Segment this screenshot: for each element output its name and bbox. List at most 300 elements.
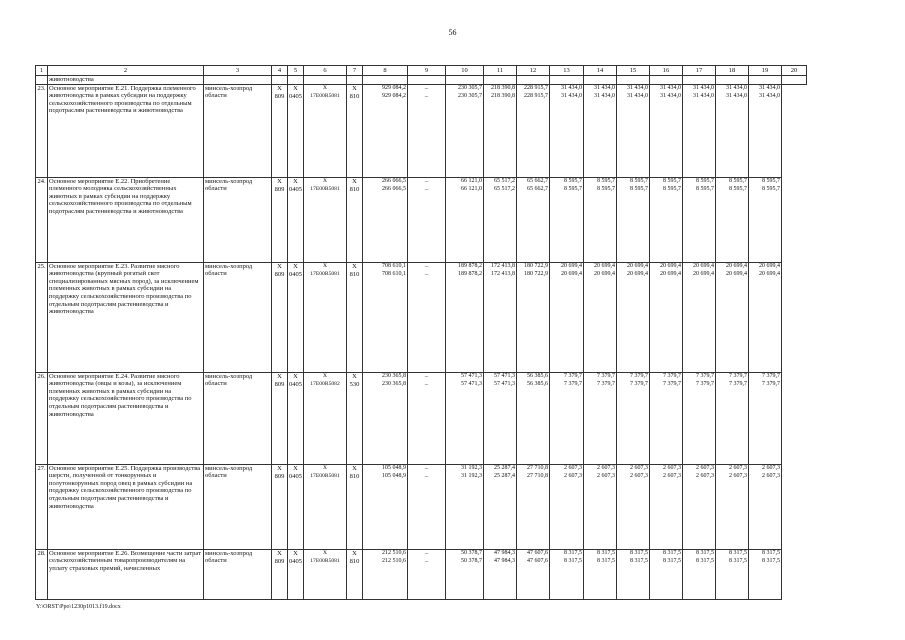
value-line-1: X	[322, 177, 328, 184]
column-number: 13	[550, 66, 584, 76]
column-number: 8	[363, 66, 408, 76]
value-cell	[484, 549, 517, 599]
value-line-2: 20 699,4	[693, 270, 714, 277]
value-cell	[408, 372, 446, 464]
column-number: 5	[288, 66, 304, 76]
value-cell	[363, 262, 408, 372]
value-line-2: –	[424, 185, 429, 193]
value-cell	[288, 372, 304, 464]
value-cell	[617, 177, 650, 262]
value-cell	[550, 464, 584, 549]
value-line-2: 809	[274, 472, 285, 480]
value-line-2: 7 379,7	[729, 380, 747, 387]
value-cell	[363, 372, 408, 464]
value-cell	[363, 549, 408, 599]
value-line-2: 8 595,7	[597, 185, 615, 192]
value-line-2: 2 607,3	[630, 472, 648, 479]
value-line-2: 0405	[289, 472, 302, 480]
value-cell	[288, 464, 304, 549]
value-line-2: 0405	[289, 270, 302, 278]
value-line-2: 809	[274, 557, 285, 565]
row-number: 26.	[36, 372, 48, 464]
value-cell	[517, 177, 550, 262]
value-line-1: 31 434,0	[561, 84, 582, 91]
value-cell	[408, 464, 446, 549]
value-cell	[484, 464, 517, 549]
value-line-1: 708 610,1	[382, 262, 406, 269]
value-line-2: 2 607,3	[663, 472, 681, 479]
value-line-1: X	[352, 549, 357, 557]
value-cell	[716, 549, 749, 599]
column-number: 14	[584, 66, 617, 76]
value-cell	[683, 464, 716, 549]
value-cell	[617, 262, 650, 372]
column-number: 20	[782, 66, 807, 76]
value-cell	[347, 464, 363, 549]
value-line-2: 7 379,7	[663, 380, 681, 387]
value-cell	[650, 464, 683, 549]
executor: минсель-хозпрод области	[204, 372, 272, 464]
value-cell	[517, 549, 550, 599]
executor: минсель-хозпрод области	[204, 84, 272, 177]
value-line-1: X	[277, 262, 282, 270]
value-line-2: 8 595,7	[663, 185, 681, 192]
value-line-1: 7 379,7	[564, 372, 582, 379]
value-line-1: X	[293, 549, 298, 557]
value-line-1: 31 434,0	[627, 84, 648, 91]
value-line-2: 20 699,4	[660, 270, 681, 277]
value-line-1: –	[424, 549, 429, 557]
value-cell	[347, 549, 363, 599]
value-cell	[683, 84, 716, 177]
value-line-2: 8 317,5	[663, 557, 681, 564]
value-line-1: X	[277, 84, 282, 92]
value-line-2: 708 610,1	[382, 270, 406, 277]
value-cell	[446, 372, 484, 464]
value-line-1: 2 607,3	[729, 464, 747, 471]
value-line-1: 66 121,0	[461, 177, 482, 184]
value-cell	[716, 262, 749, 372]
value-line-1: 8 317,5	[762, 549, 780, 556]
value-line-1: –	[424, 262, 429, 270]
value-line-1: 20 699,4	[759, 262, 780, 269]
value-cell	[617, 84, 650, 177]
value-cell	[272, 262, 288, 372]
value-cell	[584, 177, 617, 262]
value-cell	[617, 549, 650, 599]
table-row	[36, 549, 807, 599]
table-body	[36, 76, 807, 600]
value-line-2: 56 385,6	[527, 380, 548, 387]
value-line-1: –	[424, 372, 429, 380]
row-number: 25.	[36, 262, 48, 372]
value-line-2: 228 915,7	[524, 92, 548, 99]
table-row	[36, 84, 807, 177]
value-line-2: 0405	[289, 92, 302, 100]
value-cell	[716, 372, 749, 464]
value-line-2: 7 379,7	[597, 380, 615, 387]
measure-description: Основное мероприятие Е.23. Развитие мясного животноводства (крупный рогатый скот специализированных мясных пород), за исключением племенных животных в рамках субсидии на поддержку сельскохозяйственного производства по отдельным подотраслям растениеводства и животноводства	[48, 262, 204, 372]
value-cell	[446, 177, 484, 262]
value-line-1: 218 390,8	[491, 84, 515, 91]
value-cell	[584, 84, 617, 177]
value-line-1: 20 699,4	[561, 262, 582, 269]
value-line-1: X	[352, 464, 357, 472]
value-cell	[716, 177, 749, 262]
value-line-1: –	[424, 464, 429, 472]
measure-description: Основное мероприятие Е.24. Развитие мясного животноводства (овцы и козы), за исключением племенных животных в рамках субсидии на поддержку сельскохозяйственного производства по отдельным подотраслям растениеводства и животноводства	[48, 372, 204, 464]
value-line-2: 27 710,8	[527, 472, 548, 479]
value-cell	[304, 549, 347, 599]
value-line-2: 8 317,5	[597, 557, 615, 564]
value-cell	[347, 84, 363, 177]
value-cell	[304, 464, 347, 549]
value-line-2: 530	[349, 380, 360, 388]
value-line-2: –	[424, 92, 429, 100]
value-line-1: 65 662,7	[527, 177, 548, 184]
value-cell	[363, 464, 408, 549]
value-cell	[408, 549, 446, 599]
value-line-1: 20 699,4	[693, 262, 714, 269]
value-cell	[446, 84, 484, 177]
value-line-2: 189 878,2	[458, 270, 482, 277]
header-row	[36, 66, 807, 76]
value-cell	[288, 549, 304, 599]
value-cell	[550, 262, 584, 372]
value-line-2: 31 434,0	[693, 92, 714, 99]
value-cell	[272, 464, 288, 549]
column-number: 4	[272, 66, 288, 76]
value-line-2: 230 305,7	[458, 92, 482, 99]
value-cell	[683, 262, 716, 372]
value-line-1: X	[293, 177, 298, 185]
value-cell	[550, 177, 584, 262]
value-line-2: 2 607,3	[564, 472, 582, 479]
value-line-1: 7 379,7	[597, 372, 615, 379]
value-cell	[650, 372, 683, 464]
value-cell	[363, 84, 408, 177]
value-line-1: 31 434,0	[660, 84, 681, 91]
column-number: 15	[617, 66, 650, 76]
measure-description: Основное мероприятие Е.21. Поддержка племенного животноводства в рамках субсидии на поддержку сельскохозяйственного производства по отдельным подотраслям растениеводства и животноводства	[48, 84, 204, 177]
value-cell	[408, 262, 446, 372]
value-line-1: 8 595,7	[630, 177, 648, 184]
value-line-1: –	[424, 84, 429, 92]
value-line-1: 929 084,2	[382, 84, 406, 91]
value-line-2: 809	[274, 92, 285, 100]
executor: минсель-хозпрод области	[204, 549, 272, 599]
value-cell	[650, 549, 683, 599]
value-line-2: 810	[349, 92, 360, 100]
value-line-2: 17Е00R5081	[310, 92, 340, 99]
value-cell	[304, 84, 347, 177]
value-line-2: 2 607,3	[729, 472, 747, 479]
value-line-2: 105 048,9	[382, 472, 406, 479]
measure-description: Основное мероприятие Е.26. Возмещение части затрат сельскохозяйственным товаропроизводителям на уплату страховых премий, начисленных	[48, 549, 204, 599]
value-cell	[363, 177, 408, 262]
value-line-2: 810	[349, 270, 360, 278]
value-cell	[650, 177, 683, 262]
row-number: 27.	[36, 464, 48, 549]
value-line-1: X	[293, 372, 298, 380]
value-cell	[446, 549, 484, 599]
value-line-2: 180 722,9	[524, 270, 548, 277]
value-cell	[584, 372, 617, 464]
value-cell	[272, 549, 288, 599]
value-line-2: 47 607,6	[527, 557, 548, 564]
measure-description: Основное мероприятие Е.25. Поддержка производства шерсти, полученной от тонкорунных и полутонкорунных пород овец в рамках субсидии на поддержку сельскохозяйственного производства по отдельным подотраслям растениеводства и животноводства	[48, 464, 204, 549]
value-line-1: 8 595,7	[597, 177, 615, 184]
value-line-1: 230 305,7	[458, 84, 482, 91]
value-line-1: 7 379,7	[630, 372, 648, 379]
value-line-1: 180 722,9	[524, 262, 548, 269]
value-line-1: 2 607,3	[564, 464, 582, 471]
value-line-1: 8 317,5	[663, 549, 681, 556]
value-line-2: 17Е00R5081	[310, 472, 340, 479]
continuation-text: животноводства	[48, 76, 204, 85]
column-number: 17	[683, 66, 716, 76]
value-line-2: 172 413,8	[491, 270, 515, 277]
value-line-1: X	[293, 464, 298, 472]
value-cell	[446, 464, 484, 549]
value-line-1: 8 317,5	[729, 549, 747, 556]
value-line-2: 2 607,3	[597, 472, 615, 479]
value-cell	[550, 84, 584, 177]
value-line-2: 66 121,0	[461, 185, 482, 192]
value-line-1: 20 699,4	[726, 262, 747, 269]
value-line-1: 57 471,3	[494, 372, 515, 379]
value-line-1: 7 379,7	[762, 372, 780, 379]
column-number: 11	[484, 66, 517, 76]
value-line-2: 57 471,3	[494, 380, 515, 387]
column-number: 18	[716, 66, 749, 76]
value-cell	[347, 177, 363, 262]
value-line-1: 212 510,6	[382, 549, 406, 556]
value-cell	[347, 372, 363, 464]
value-line-2: 31 192,3	[461, 472, 482, 479]
value-cell	[304, 177, 347, 262]
value-line-1: 8 595,7	[729, 177, 747, 184]
value-cell	[716, 84, 749, 177]
value-line-2: 7 379,7	[696, 380, 714, 387]
budget-table	[35, 65, 807, 600]
column-number: 12	[517, 66, 550, 76]
value-cell	[272, 372, 288, 464]
row-number: 23.	[36, 84, 48, 177]
value-line-1: X	[322, 549, 328, 556]
value-line-1: 20 699,4	[660, 262, 681, 269]
value-cell	[584, 549, 617, 599]
value-cell	[716, 464, 749, 549]
value-line-1: 230 365,8	[382, 372, 406, 379]
executor: минсель-хозпрод области	[204, 464, 272, 549]
value-line-2: 212 510,6	[382, 557, 406, 564]
value-line-1: X	[322, 372, 328, 379]
value-line-1: 31 192,3	[461, 464, 482, 471]
value-cell	[749, 372, 782, 464]
value-cell	[550, 549, 584, 599]
value-line-2: 8 317,5	[762, 557, 780, 564]
continuation-row	[36, 76, 807, 85]
value-line-2: 230 365,8	[382, 380, 406, 387]
value-cell	[749, 549, 782, 599]
value-line-1: 25 287,4	[494, 464, 515, 471]
value-line-1: X	[277, 464, 282, 472]
value-line-2: 8 595,7	[729, 185, 747, 192]
footer-file-path: Y:\ORST\Ppo\1230p1013.f19.docx	[36, 604, 121, 610]
value-line-1: X	[352, 372, 357, 380]
value-cell	[517, 84, 550, 177]
value-line-2: –	[424, 472, 429, 480]
value-line-1: 2 607,3	[696, 464, 714, 471]
measure-description: Основное мероприятие Е.22. Приобретение племенного молодняка сельскохозяйственных животных в рамках субсидии на поддержку сельскохозяйственного производства по отдельным подотраслям растениеводства и животноводства	[48, 177, 204, 262]
value-cell	[617, 464, 650, 549]
value-cell	[617, 372, 650, 464]
value-line-1: 105 048,9	[382, 464, 406, 471]
column-number: 1	[36, 66, 48, 76]
value-line-1: 2 607,3	[762, 464, 780, 471]
value-line-1: 27 710,8	[527, 464, 548, 471]
value-line-2: 2 607,3	[696, 472, 714, 479]
value-line-2: 50 378,7	[461, 557, 482, 564]
value-line-2: 17Е00R5081	[310, 270, 340, 277]
value-line-1: –	[424, 177, 429, 185]
value-line-1: X	[277, 549, 282, 557]
value-line-2: 0405	[289, 185, 302, 193]
value-cell	[288, 84, 304, 177]
column-number: 19	[749, 66, 782, 76]
executor: минсель-хозпрод области	[204, 262, 272, 372]
value-cell	[304, 262, 347, 372]
value-cell	[272, 84, 288, 177]
value-line-2: 8 595,7	[564, 185, 582, 192]
value-line-1: X	[277, 177, 282, 185]
value-line-1: 8 595,7	[663, 177, 681, 184]
table-row	[36, 177, 807, 262]
value-line-1: 31 434,0	[726, 84, 747, 91]
value-line-1: 228 915,7	[524, 84, 548, 91]
value-line-2: 0405	[289, 380, 302, 388]
value-line-2: 65 517,2	[494, 185, 515, 192]
value-line-1: 20 699,4	[594, 262, 615, 269]
value-line-1: 8 595,7	[762, 177, 780, 184]
value-line-2: 31 434,0	[759, 92, 780, 99]
value-line-1: 47 984,3	[494, 549, 515, 556]
value-line-1: 8 317,5	[630, 549, 648, 556]
row-number: 28.	[36, 549, 48, 599]
value-line-2: 20 699,4	[726, 270, 747, 277]
value-cell	[650, 84, 683, 177]
value-line-1: X	[352, 84, 357, 92]
value-cell	[304, 372, 347, 464]
value-line-1: 7 379,7	[663, 372, 681, 379]
value-line-1: X	[322, 464, 328, 471]
value-line-2: 810	[349, 185, 360, 193]
column-number: 2	[48, 66, 204, 76]
value-line-2: 810	[349, 472, 360, 480]
value-line-1: 65 517,2	[494, 177, 515, 184]
value-line-2: 809	[274, 185, 285, 193]
value-line-1: 8 595,7	[564, 177, 582, 184]
value-line-2: 8 595,7	[630, 185, 648, 192]
value-line-2: 31 434,0	[726, 92, 747, 99]
value-line-1: 2 607,3	[663, 464, 681, 471]
column-number: 10	[446, 66, 484, 76]
value-line-1: 31 434,0	[759, 84, 780, 91]
value-line-2: 8 595,7	[762, 185, 780, 192]
value-cell	[749, 84, 782, 177]
value-line-2: 809	[274, 270, 285, 278]
value-line-2: 17Е00R5082	[310, 380, 340, 387]
value-line-1: 8 317,5	[597, 549, 615, 556]
value-line-2: 218 390,8	[491, 92, 515, 99]
value-line-2: 57 471,3	[461, 380, 482, 387]
value-cell	[683, 372, 716, 464]
value-line-2: –	[424, 380, 429, 388]
value-cell	[550, 372, 584, 464]
value-line-1: X	[322, 262, 328, 269]
value-line-1: 2 607,3	[597, 464, 615, 471]
value-cell	[650, 262, 683, 372]
value-line-2: 7 379,7	[564, 380, 582, 387]
value-cell	[749, 464, 782, 549]
value-cell	[272, 177, 288, 262]
value-line-1: 8 317,5	[564, 549, 582, 556]
value-line-2: 65 662,7	[527, 185, 548, 192]
value-cell	[288, 177, 304, 262]
value-line-1: 56 385,6	[527, 372, 548, 379]
value-cell	[683, 177, 716, 262]
value-cell	[749, 262, 782, 372]
value-line-1: 20 699,4	[627, 262, 648, 269]
value-line-1: 31 434,0	[693, 84, 714, 91]
value-line-2: 17Е00R5081	[310, 185, 340, 192]
value-line-2: –	[424, 270, 429, 278]
table-header	[36, 66, 807, 76]
value-cell	[584, 262, 617, 372]
value-line-1: X	[322, 84, 328, 91]
value-cell	[517, 372, 550, 464]
value-line-1: 2 607,3	[630, 464, 648, 471]
value-cell	[347, 262, 363, 372]
value-line-2: 8 317,5	[729, 557, 747, 564]
table-row	[36, 262, 807, 372]
value-line-2: 2 607,3	[762, 472, 780, 479]
value-line-1: 47 607,6	[527, 549, 548, 556]
value-line-2: 266 066,5	[382, 185, 406, 192]
value-cell	[683, 549, 716, 599]
value-line-2: 31 434,0	[594, 92, 615, 99]
value-line-2: 7 379,7	[630, 380, 648, 387]
value-cell	[749, 177, 782, 262]
value-cell	[446, 262, 484, 372]
value-line-2: 8 317,5	[696, 557, 714, 564]
column-number: 7	[347, 66, 363, 76]
value-line-1: X	[352, 177, 357, 185]
value-cell	[584, 464, 617, 549]
value-cell	[484, 262, 517, 372]
value-line-2: 8 317,5	[630, 557, 648, 564]
value-line-2: 20 699,4	[561, 270, 582, 277]
value-line-1: 31 434,0	[594, 84, 615, 91]
value-line-1: 7 379,7	[696, 372, 714, 379]
value-line-1: 50 378,7	[461, 549, 482, 556]
value-line-2: 31 434,0	[561, 92, 582, 99]
value-line-1: X	[293, 262, 298, 270]
value-line-2: 8 595,7	[696, 185, 714, 192]
value-cell	[288, 262, 304, 372]
value-line-2: 7 379,7	[762, 380, 780, 387]
